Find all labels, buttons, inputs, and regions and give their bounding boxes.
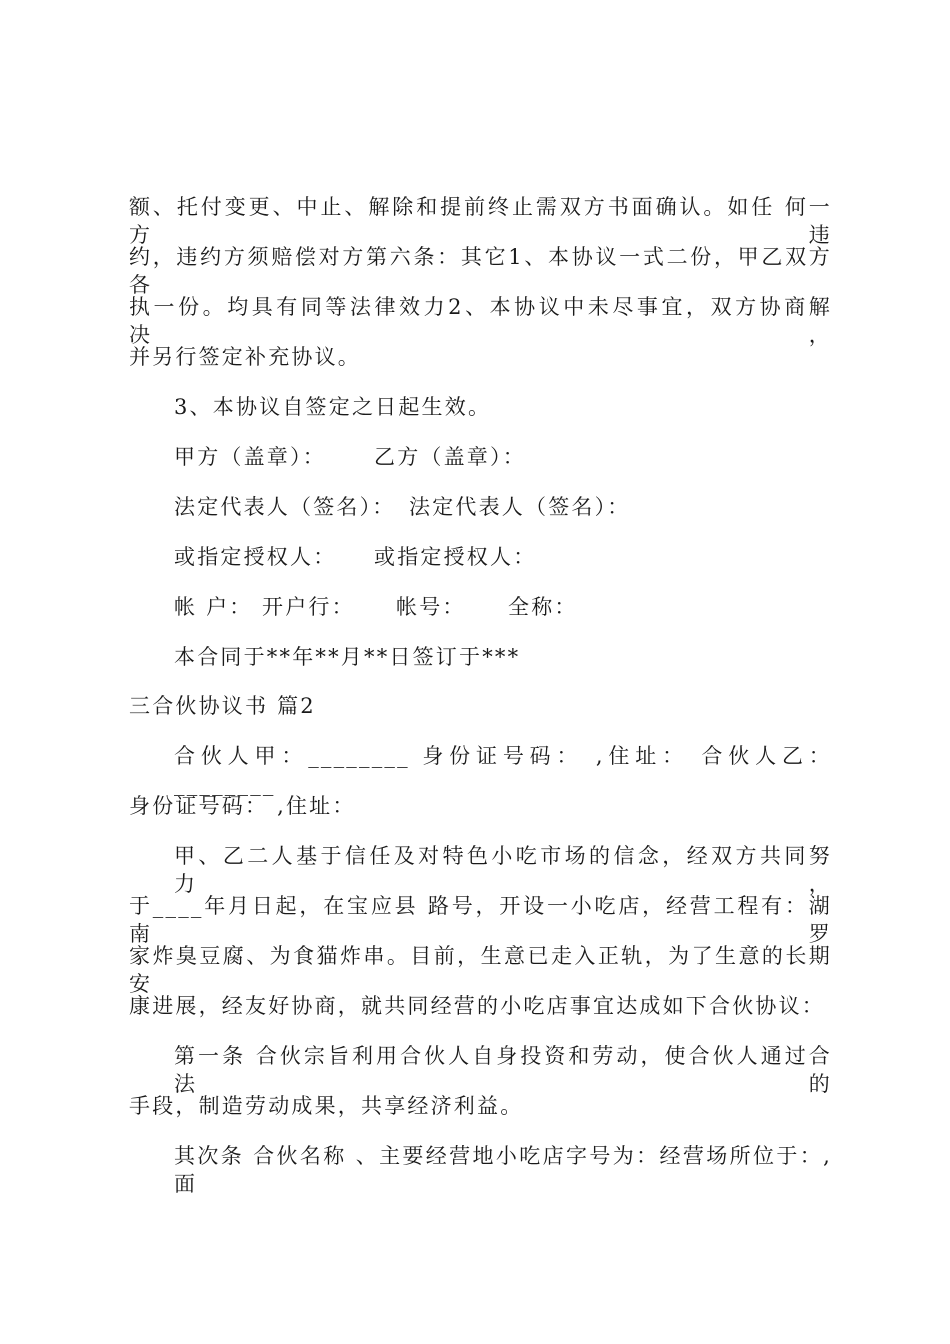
paragraph-line: 康进展，经友好协商，就共同经营的小吃店事宜达成如下合伙协议： bbox=[129, 994, 825, 1018]
article-one-line: 手段，制造劳动成果，共享经济利益。 bbox=[129, 1094, 524, 1118]
paragraph-line: 额、托付变更、中止、解除和提前终止需双方书面确认。如任 何一方违 bbox=[129, 195, 832, 247]
account-number-label: 帐号： bbox=[396, 595, 466, 619]
article-two-line: 其次条 合伙名称 、主要经营地小吃店字号为：经营场所位于：,面 bbox=[174, 1144, 832, 1196]
paragraph-line: 并另行签定补充协议。 bbox=[129, 345, 361, 369]
paragraph-line: 于____年月日起，在宝应县 路号，开设一小吃店，经营工程有：湖南罗 bbox=[129, 894, 832, 946]
partner-info-line: 合伙人甲：________ 身份证号码： ,住址： 合伙人乙：________ bbox=[174, 744, 832, 796]
account-label: 帐 户： bbox=[174, 595, 253, 619]
party-a-seal-label: 甲方（盖章）： bbox=[174, 445, 326, 469]
party-b-representative-label: 法定代表人（签名）： bbox=[409, 495, 631, 519]
party-a-representative-label: 法定代表人（签名）： bbox=[174, 495, 396, 519]
paragraph-line: 家炸臭豆腐、为食猫炸串。目前，生意已走入正轨，为了生意的长期安 bbox=[129, 944, 832, 996]
article-one-line: 第一条 合伙宗旨利用合伙人自身投资和劳动，使合伙人通过合法的 bbox=[174, 1044, 832, 1096]
party-b-seal-label: 乙方（盖章）： bbox=[374, 445, 526, 469]
paragraph-line: 执一份。均具有同等法律效力2、本协议中未尽事宜，双方协商解决， bbox=[129, 295, 832, 347]
bank-label: 开户行： bbox=[262, 595, 355, 619]
partner-info-line: 身份证号码： ,住址： bbox=[129, 794, 356, 818]
full-name-label: 全称： bbox=[508, 595, 578, 619]
paragraph-line: 甲、乙二人基于信任及对特色小吃市场的信念，经双方共同努力， bbox=[174, 844, 832, 896]
party-a-authorized-label: 或指定授权人： bbox=[174, 545, 337, 569]
effective-clause: 3、本协议自签定之日起生效。 bbox=[174, 395, 492, 419]
party-b-authorized-label: 或指定授权人： bbox=[374, 545, 537, 569]
paragraph-line: 约，违约方须赔偿对方第六条：其它1、本协议一式二份，甲乙双方各 bbox=[129, 245, 832, 297]
section-heading: 三合伙协议书 篇2 bbox=[129, 694, 316, 718]
signing-date-line: 本合同于**年**月**日签订于*** bbox=[174, 645, 521, 669]
